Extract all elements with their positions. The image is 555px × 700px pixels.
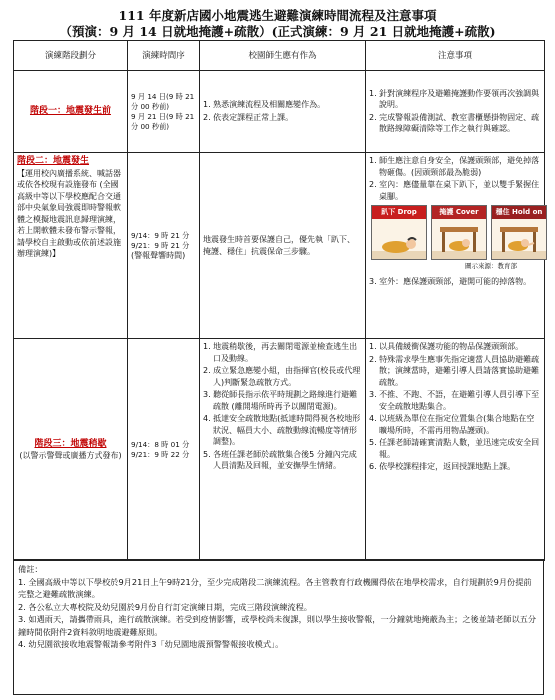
page-subtitle: （預演：9 月 14 日就地掩護+疏散）(正式演練：9 月 21 日就地掩護+疏散) xyxy=(59,24,496,39)
stage3-note-item: 6. 依學校課程排定，返回授課地點上課。 xyxy=(369,462,516,471)
header-time: 演練時間序 xyxy=(128,41,200,71)
stage3-action-item: 3. 聽從師長指示依平時規劃之路線進行避難疏散 (離開場所時再予以關閉電源)。 xyxy=(203,390,358,411)
stage1-actions xyxy=(200,71,366,153)
stage2-note-item: 3. 室外：應保護頭頸部，避開可能的掉落物。 xyxy=(369,276,532,286)
header-notes: 注意事項 xyxy=(366,41,545,71)
stage2-note-item: 1. 師生應注意自身安全，保護頭頸部，避免掉落物砸傷。(因頭頸部最為脆弱) xyxy=(369,156,540,177)
table-header-row xyxy=(14,41,545,71)
remarks-box xyxy=(13,559,544,695)
stage2-note-item: 2. 室內：應儘量靠在桌下趴下，並以雙手緊握住桌腳。 xyxy=(369,180,540,201)
stage1-time: 9 月 14 日(9 時 21 分 00 秒前) 9 月 21 日(9 時 21 分 00 秒前) xyxy=(128,71,200,153)
stage1-cell xyxy=(14,71,128,153)
stage2-description: 【運用校內廣播系統、喊話器或依各校現有設施發布 (全國高級中等以下學校應配合交通部中央氣象局強震即時警報軟體之模擬地震訊息歸理演練，若上開軟體未發布警示警報， 請學校自主啟動或依前述設施辦理演練)】 xyxy=(17,168,121,258)
table-row-stage2 xyxy=(14,153,545,339)
stage2-time-note: (警報聲響時間) xyxy=(131,250,186,260)
drill-schedule-table xyxy=(13,40,545,561)
stage2-cell xyxy=(14,153,128,339)
stage3-note-item: 5. 任課老師請確實清點人數，並迅速完成安全回報。 xyxy=(369,438,540,459)
stage1-title: 階段一：地震發生前 xyxy=(29,106,111,117)
remark-item: 1. 全國高級中等以下學校於9月21日上午9時21分，至少完成階段二演練流程。各主管教育行政機關得依在地學校需求，自行規劃於9月份提前完整之避難疏散演練。 xyxy=(18,576,532,599)
header-actions: 校園師生應有作為 xyxy=(200,41,366,71)
drop-illustration-icon xyxy=(372,219,426,259)
stage2-time: 9/14：9 時 21 分 9/21：9 時 21 分 xyxy=(131,230,190,250)
hold-illustration-icon xyxy=(492,219,546,259)
stage2-actions: 地震發生時首要保護自己，優先執「趴下、掩護、穩住」抗震保命三步驟。 xyxy=(200,153,366,339)
stage3-notes xyxy=(366,339,545,561)
stage1-note-item: 2. 完成警報設備測試、教室書櫃懸掛物固定、疏散路線障礙清除等工作之執行與確認。 xyxy=(369,112,540,133)
stage3-note-item: 2. 特殊需求學生應事先指定適當人員協助避難疏散；演練當時，避難引導人員請落實協助避難疏散。 xyxy=(369,354,540,387)
hold-panel xyxy=(491,205,547,260)
stage3-action-item: 1. 地震稍歇後，再去關閉電源並檢查逃生出口及動線。 xyxy=(203,342,358,363)
table-row-stage1 xyxy=(14,71,545,153)
stage3-action-item: 2. 成立緊急應變小組，由指揮官(校長或代理人)判斷緊急疏散方式。 xyxy=(203,366,361,387)
cover-label: 掩護 Cover xyxy=(432,206,486,219)
figure-credit: 圖示來源：教育部 xyxy=(465,262,517,270)
stage1-action-item: 2. 依表定課程正常上課。 xyxy=(203,112,294,122)
stage1-notes xyxy=(366,71,545,153)
stage3-subtitle: (以警示警聲或廣播方式發布) xyxy=(19,451,122,460)
stage3-action-item: 4. 抵達安全疏散地點(抵達時間得視各校地形狀況、幅員大小、疏散動線流暢度等情形調整)。 xyxy=(203,414,361,446)
remark-item: 3. 如遇雨天，請攜帶雨具，進行疏散演練。若受到疫情影響，或學校尚未復課，則以學生接收警報，一分鐘就地掩蔽為主；之後並請老師以五分鐘時間依附件2資料敘明地震避難原則。 xyxy=(18,614,537,637)
stage2-title: 階段二：地震發生 xyxy=(17,156,90,166)
cover-illustration-icon xyxy=(432,219,486,259)
table-row-stage3 xyxy=(14,339,545,561)
stage2-notes xyxy=(366,153,545,339)
stage3-action-item: 5. 各班任課老師於疏散集合後5 分鐘內完成人員清點及回報，並安撫學生情緒。 xyxy=(203,449,357,470)
stage3-time: 9/14：8 時 01 分 9/21：9 時 22 分 xyxy=(128,339,200,561)
stage3-title: 階段三：地震稍歇 xyxy=(34,438,107,449)
page-title: 111 年度新店國小地震逃生避難演練時間流程及注意事項 xyxy=(118,8,437,23)
remark-item: 2. 各公私立大專校院及幼兒園於9月份自行訂定演練日期，完成三階段演練流程。 xyxy=(18,601,312,612)
drop-panel xyxy=(371,205,427,260)
stage3-note-item: 1. 以具備緩衝保護功能的物品保護頭頸部。 xyxy=(369,342,524,351)
stage3-note-item: 3. 不推、不跑、不語，在避難引導人員引導下至安全疏散地點集合。 xyxy=(369,390,540,411)
stage1-action-item: 1. 熟悉演練流程及相關應變作為。 xyxy=(203,100,326,109)
cover-panel xyxy=(431,205,487,260)
header-stage: 演練階段劃分 xyxy=(14,41,128,71)
drop-cover-hold-figure xyxy=(371,205,541,260)
remarks-label: 備註： xyxy=(18,564,43,574)
stage3-note-item: 4. 以班級為單位在指定位置集合(集合地點在空曠場所時，不需再用物品護頭)。 xyxy=(369,414,535,435)
drop-label: 趴下 Drop xyxy=(372,206,426,219)
stage2-time-cell xyxy=(128,153,200,339)
remark-item: 4. 幼兒園欲接收地震警報請參考附件3「幼兒園地震預警警報接收模式」。 xyxy=(18,639,284,649)
stage3-cell xyxy=(14,339,128,561)
hold-label: 穩住 Hold on xyxy=(492,206,546,219)
stage1-note-item: 1. 針對演練程序及避難掩護動作要領再次強調與說明。 xyxy=(369,88,540,109)
stage3-actions xyxy=(200,339,366,561)
